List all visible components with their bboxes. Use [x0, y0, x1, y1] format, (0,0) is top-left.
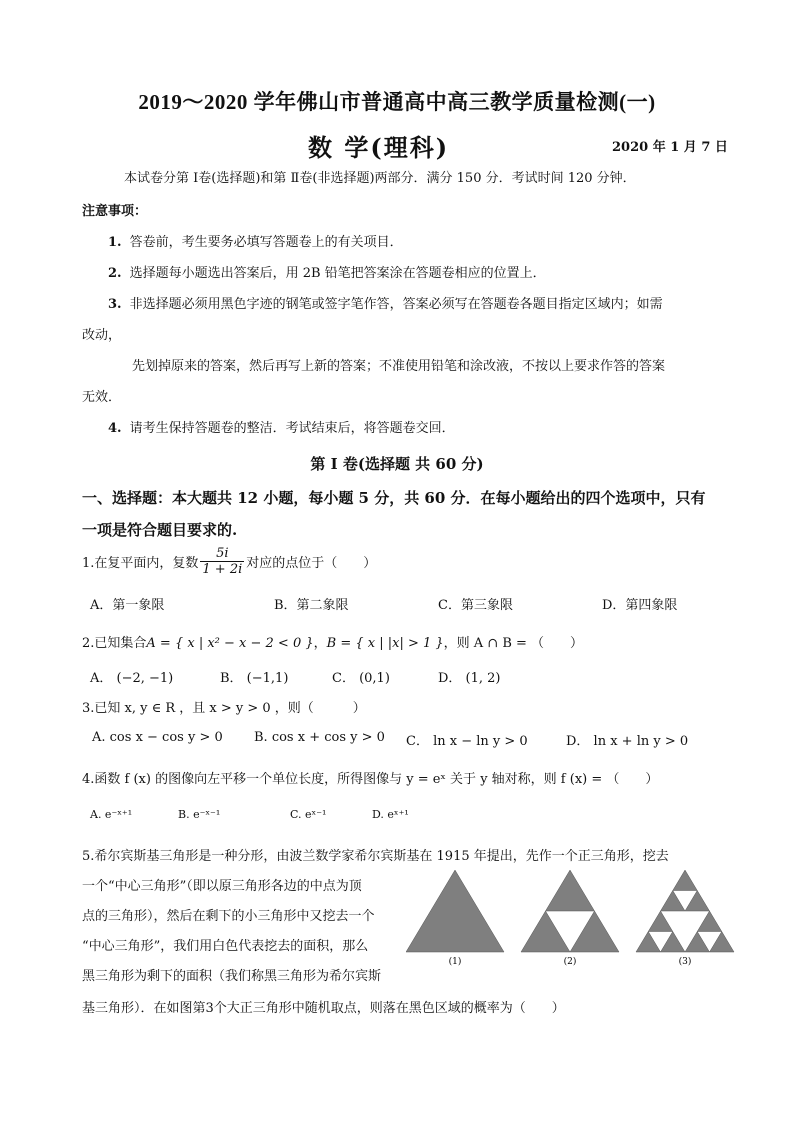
question-3: 3.已知 x, y ∈ R ，且 x > y > 0 ，则（ ） — [82, 701, 366, 716]
q4-option-b[interactable]: B. e⁻ˣ⁻¹ — [178, 808, 221, 821]
notice-item-3-cont-3: 无效． — [82, 390, 122, 405]
q1-numerator: 5i — [200, 546, 244, 562]
notice-item-4 — [108, 417, 455, 436]
q3-option-c[interactable]: C． ln x − ln y > 0 — [406, 734, 528, 749]
q1-denominator: 1 + 2i — [202, 562, 243, 577]
notice-num: 3. — [108, 297, 122, 312]
sierpinski-triangle-3 — [697, 911, 722, 932]
notice-item-3-cont-1: 改动， — [82, 328, 122, 343]
sierpinski-triangle-3 — [685, 932, 710, 953]
notice-item-3 — [108, 293, 663, 312]
q3-option-d[interactable]: D． ln x + ln y > 0 — [566, 734, 689, 749]
notice-item-2 — [108, 262, 546, 281]
notice-text: 非选择题必须用黑色字迹的钢笔或签字笔作答，答案必须写在答题卷各题目指定区域内；如需 — [129, 297, 663, 312]
sierpinski-triangle-3 — [636, 932, 661, 953]
notice-item-1 — [108, 231, 403, 250]
notice-text: 选择题每小题选出答案后，用 2B 铅笔把答案涂在答题卷相应的位置上． — [129, 266, 546, 281]
question-2 — [82, 632, 583, 651]
q1-option-d[interactable]: D．第四象限 — [602, 598, 678, 613]
question-5-line-2: 一个“中心三角形”（即以原三角形各边的中点为顶 — [82, 879, 362, 894]
sierpinski-triangle-3 — [661, 891, 686, 912]
part-instruction-line-1: 一、选择题：本大题共 12 小题，每小题 5 分，共 60 分．在每小题给出的四个选项中，只有 — [82, 489, 706, 507]
q2-option-b[interactable]: B． (−1,1) — [220, 671, 289, 686]
sierpinski-triangle-2 — [521, 911, 570, 952]
notice-text: 答卷前，考生要务必填写答题卷上的有关项目． — [129, 235, 403, 250]
q1-fraction — [200, 546, 244, 577]
q2-option-c[interactable]: C． (0,1) — [332, 671, 390, 686]
question-5-line-1: 5.希尔宾斯基三角形是一种分形，由波兰数学家希尔宾斯基在 1915 年提出，先作一个正三角形，挖去 — [82, 849, 669, 864]
q4-option-a[interactable]: A. e⁻ˣ⁺¹ — [90, 808, 133, 821]
q2-stem-end: ，则 A ∩ B = （ ） — [443, 636, 584, 651]
q3-option-a[interactable]: A. cos x − cos y > 0 — [92, 730, 223, 745]
q2-option-d[interactable]: D． (1, 2) — [438, 671, 501, 686]
q2-set-a: A = { x | x² − x − 2 < 0 } — [146, 636, 314, 651]
q4-option-c[interactable]: C. eˣ⁻¹ — [290, 808, 327, 821]
q1-stem: 1.在复平面内，复数 — [82, 556, 199, 571]
subject-title: 数 学(理科) — [308, 133, 450, 162]
sierpinski-figure — [406, 868, 751, 968]
sierpinski-triangle-2 — [546, 870, 595, 911]
question-5-line-6: 基三角形）．在如图第3个大正三角形中随机取点，则落在黑色区域的概率为（ ） — [82, 1001, 565, 1016]
sierpinski-triangle-3 — [673, 870, 698, 891]
section-title: 第 Ⅰ 卷(选择题 共 60 分) — [310, 455, 484, 473]
question-5-line-3: 点的三角形），然后在剩下的小三角形中又挖去一个 — [82, 909, 375, 924]
q2-option-a[interactable]: A． (−2, −1) — [90, 671, 174, 686]
question-1 — [82, 546, 376, 577]
notice-heading: 注意事项： — [82, 204, 148, 219]
q1-option-c[interactable]: C．第三象限 — [438, 598, 513, 613]
notice-text: 请考生保持答题卷的整洁．考试结束后，将答题卷交回． — [129, 421, 455, 436]
sierpinski-triangle-1 — [406, 870, 504, 952]
notice-num: 1. — [108, 235, 122, 250]
figure-label-3: (3) — [678, 957, 692, 967]
part-instruction-line-2: 一项是符合题目要求的. — [82, 521, 238, 539]
question-5-line-5: 黑三角形为剩下的面积（我们称黑三角形为希尔宾斯 — [82, 969, 382, 984]
notice-num: 4. — [108, 421, 122, 436]
sierpinski-triangle-3 — [661, 932, 686, 953]
sierpinski-triangle-3 — [648, 911, 673, 932]
q2-stem: 2.已知集合 — [82, 636, 147, 651]
figure-label-1: (1) — [448, 957, 462, 967]
exam-date: 2020 年 1 月 7 日 — [612, 140, 728, 155]
sierpinski-triangle-2 — [570, 911, 619, 952]
figure-label-2: (2) — [563, 957, 577, 967]
q3-option-b[interactable]: B. cos x + cos y > 0 — [254, 730, 385, 745]
question-5-line-4: “中心三角形”，我们用白色代表挖去的面积，那么 — [82, 939, 369, 954]
notice-item-3-cont-2: 先划掉原来的答案，然后再写上新的答案；不准使用铅笔和涂改液，不按以上要求作答的答案 — [132, 359, 666, 374]
q1-option-a[interactable]: A．第一象限 — [90, 598, 165, 613]
question-4: 4.函数 f (x) 的图像向左平移一个单位长度，所得图像与 y = eˣ 关于 y 轴对称，则 f (x) = （ ） — [82, 772, 659, 787]
q1-option-b[interactable]: B．第二象限 — [274, 598, 349, 613]
notice-num: 2. — [108, 266, 122, 281]
exam-title: 2019～2020 学年佛山市普通高中高三教学质量检测(一) — [138, 90, 656, 114]
sierpinski-triangle-3 — [710, 932, 735, 953]
q2-set-b: B = { x | |x| > 1 } — [326, 636, 444, 651]
q1-stem-end: 对应的点位于（ ） — [246, 556, 377, 571]
exam-intro: 本试卷分第 Ⅰ卷(选择题)和第 Ⅱ卷(非选择题)两部分．满分 150 分．考试时间 120 分钟． — [124, 171, 636, 186]
sierpinski-triangle-3 — [685, 891, 710, 912]
q4-option-d[interactable]: D. eˣ⁺¹ — [372, 808, 409, 821]
q2-sep: ， — [313, 636, 327, 651]
